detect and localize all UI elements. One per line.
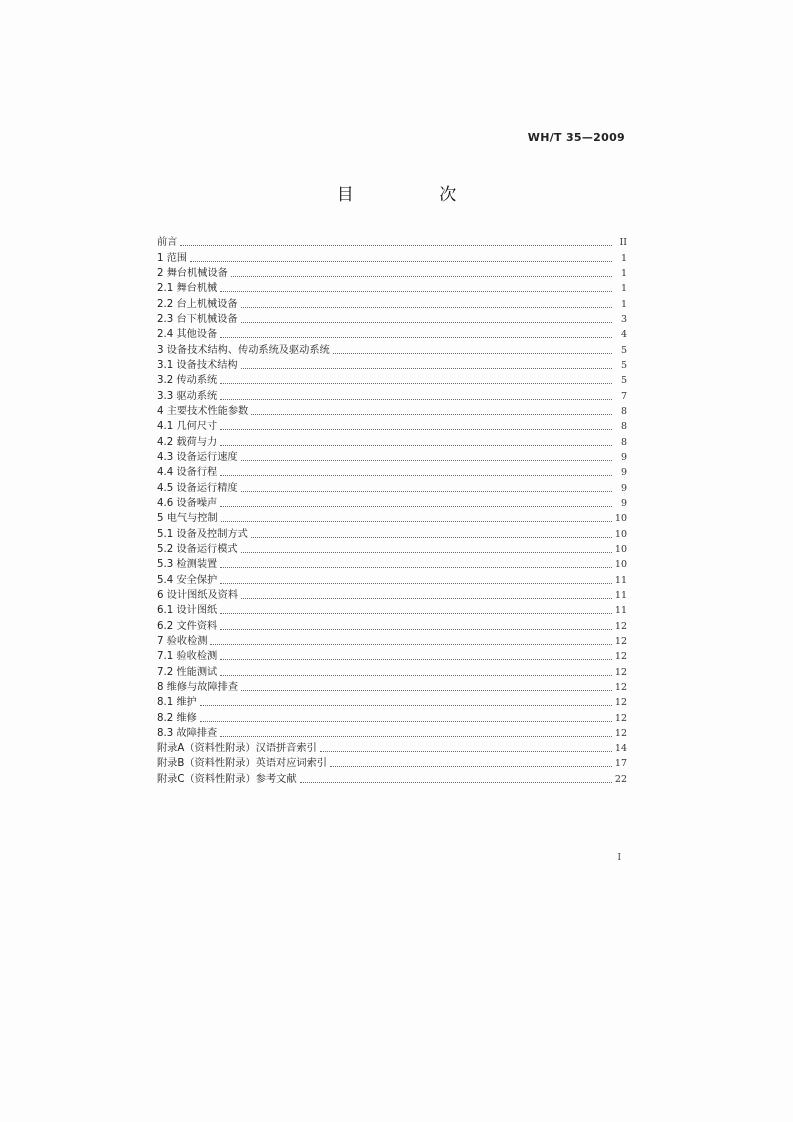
toc-entry[interactable] [157, 663, 627, 678]
toc-entry-page: II [619, 237, 627, 249]
toc-leader-dots [241, 321, 612, 323]
toc-entry-label: 4.2 载荷与力 [157, 436, 218, 448]
toc-leader-dots [333, 352, 612, 354]
toc-entry[interactable] [157, 357, 627, 372]
toc-entry-page: 5 [620, 359, 627, 371]
toc-entry-label: 4.1 几何尺寸 [157, 421, 218, 433]
standard-code: WH/T 35—2009 [527, 131, 625, 144]
toc-entry-label: 5.3 检测装置 [157, 559, 218, 571]
toc-leader-dots [241, 490, 612, 492]
toc-leader-dots [220, 290, 612, 292]
toc-entry[interactable] [157, 341, 627, 356]
toc-entry-page: 8 [620, 405, 627, 417]
toc-entry-page: 8 [620, 436, 627, 448]
toc-entry-label: 5.2 设备运行模式 [157, 543, 238, 555]
toc-entry-page: 17 [614, 758, 627, 770]
toc-entry-label: 8.3 故障排查 [157, 727, 218, 739]
toc-entry-page: 10 [614, 513, 627, 525]
toc-entry-label: 4.4 设备行程 [157, 467, 218, 479]
toc-entry[interactable] [157, 234, 627, 249]
toc-leader-dots [221, 520, 612, 522]
toc-entry-label: 8.1 维护 [157, 697, 197, 709]
toc-entry-page: 22 [614, 773, 627, 785]
toc-leader-dots [320, 750, 612, 752]
toc-entry-label: 8.2 维修 [157, 712, 197, 724]
toc-entry-page: 12 [614, 666, 627, 678]
toc-entry-label: 3 设备技术结构、传动系统及驱动系统 [157, 344, 330, 356]
toc-entry-label: 7.1 验收检测 [157, 651, 218, 663]
toc-entry-page: 10 [614, 543, 627, 555]
toc-entry-label: 8 维修与故障排查 [157, 681, 239, 693]
toc-entry[interactable] [157, 495, 627, 510]
toc-entry-label: 3.2 传动系统 [157, 375, 218, 387]
toc-entry-page: 12 [614, 651, 627, 663]
toc-leader-dots [180, 244, 612, 246]
toc-leader-dots [241, 459, 612, 461]
toc-entry-page: 5 [620, 375, 627, 387]
toc-leader-dots [220, 444, 612, 446]
toc-entry[interactable] [157, 418, 627, 433]
toc-leader-dots [241, 689, 612, 691]
toc-entry[interactable] [157, 694, 627, 709]
toc-entry[interactable] [157, 725, 627, 740]
toc-leader-dots [220, 398, 612, 400]
toc-entry[interactable] [157, 571, 627, 586]
toc-leader-dots [210, 643, 611, 645]
toc-entry-label: 6 设计图纸及资料 [157, 589, 239, 601]
toc-entry[interactable] [157, 464, 627, 479]
toc-leader-dots [241, 551, 612, 553]
toc-entry-page: 14 [614, 743, 627, 755]
toc-leader-dots [220, 628, 612, 630]
toc-entry-label: 2 舞台机械设备 [157, 267, 228, 279]
toc-entry-label: 附录C（资料性附录）参考文献 [157, 773, 297, 785]
toc-entry-page: 11 [614, 605, 627, 617]
toc-entry-page: 1 [620, 267, 627, 279]
toc-entry-page: 10 [614, 528, 627, 540]
toc-entry[interactable] [157, 295, 627, 310]
toc-entry[interactable] [157, 525, 627, 540]
toc-leader-dots [220, 566, 612, 568]
toc-entry-label: 前言 [157, 237, 178, 249]
toc-entry-page: 8 [620, 421, 627, 433]
toc-leader-dots [330, 765, 612, 767]
toc-leader-dots [200, 704, 612, 706]
toc-entry-label: 4.6 设备噪声 [157, 497, 218, 509]
toc-leader-dots [220, 612, 612, 614]
table-of-contents [157, 234, 627, 786]
toc-entry-page: 12 [614, 727, 627, 739]
toc-entry[interactable] [157, 249, 627, 264]
toc-entry[interactable] [157, 587, 627, 602]
toc-entry[interactable] [157, 602, 627, 617]
toc-entry-page: 11 [614, 589, 627, 601]
toc-entry-page: 10 [614, 559, 627, 571]
toc-leader-dots [241, 597, 612, 599]
toc-leader-dots [220, 735, 612, 737]
toc-entry-page: 12 [614, 712, 627, 724]
toc-entry-label: 3.3 驱动系统 [157, 390, 218, 402]
toc-entry[interactable] [157, 709, 627, 724]
page-title: 目 次 [336, 185, 497, 205]
toc-entry[interactable] [157, 403, 627, 418]
toc-leader-dots [220, 505, 612, 507]
toc-entry-label: 6.1 设计图纸 [157, 605, 218, 617]
toc-entry-page: 12 [614, 635, 627, 647]
toc-leader-dots [200, 720, 612, 722]
toc-entry-page: 7 [620, 390, 627, 402]
toc-leader-dots [220, 336, 612, 338]
toc-entry[interactable] [157, 433, 627, 448]
toc-entry[interactable] [157, 648, 627, 663]
toc-entry-label: 2.1 舞台机械 [157, 283, 218, 295]
toc-entry-page: 11 [614, 574, 627, 586]
toc-entry-page: 9 [620, 467, 627, 479]
toc-entry[interactable] [157, 770, 627, 785]
toc-entry-label: 5 电气与控制 [157, 513, 218, 525]
toc-entry-label: 6.2 文件资料 [157, 620, 218, 632]
toc-entry-label: 7.2 性能测试 [157, 666, 218, 678]
toc-entry-page: 3 [620, 313, 627, 325]
toc-entry[interactable] [157, 740, 627, 755]
toc-entry-label: 4.3 设备运行速度 [157, 451, 238, 463]
toc-leader-dots [220, 382, 612, 384]
toc-leader-dots [251, 536, 612, 538]
toc-entry[interactable] [157, 679, 627, 694]
toc-entry[interactable] [157, 755, 627, 770]
toc-entry-page: 9 [620, 482, 627, 494]
toc-leader-dots [300, 781, 612, 783]
toc-entry[interactable] [157, 326, 627, 341]
toc-entry[interactable] [157, 265, 627, 280]
toc-entry-label: 附录B（资料性附录）英语对应词索引 [157, 758, 327, 770]
toc-entry-label: 附录A（资料性附录）汉语拼音索引 [157, 743, 317, 755]
toc-entry-page: 9 [620, 497, 627, 509]
toc-entry[interactable] [157, 280, 627, 295]
toc-leader-dots [190, 260, 612, 262]
toc-entry-label: 5.4 安全保护 [157, 574, 218, 586]
toc-entry[interactable] [157, 541, 627, 556]
toc-leader-dots [241, 306, 612, 308]
toc-entry-page: 1 [620, 298, 627, 310]
toc-entry-label: 4 主要技术性能参数 [157, 405, 249, 417]
toc-entry-page: 1 [620, 283, 627, 295]
toc-entry[interactable] [157, 311, 627, 326]
toc-entry-page: 5 [620, 344, 627, 356]
toc-entry[interactable] [157, 372, 627, 387]
toc-entry-label: 5.1 设备及控制方式 [157, 528, 248, 540]
toc-entry[interactable] [157, 387, 627, 402]
toc-entry[interactable] [157, 617, 627, 632]
toc-leader-dots [220, 674, 612, 676]
toc-leader-dots [241, 367, 612, 369]
toc-leader-dots [220, 474, 612, 476]
toc-entry-page: 12 [614, 620, 627, 632]
toc-entry-label: 3.1 设备技术结构 [157, 359, 238, 371]
toc-entry-label: 2.3 台下机械设备 [157, 313, 238, 325]
toc-entry-label: 2.4 其他设备 [157, 329, 218, 341]
toc-entry-label: 7 验收检测 [157, 635, 208, 647]
toc-entry[interactable] [157, 449, 627, 464]
toc-entry-page: 4 [620, 329, 627, 341]
toc-entry-label: 4.5 设备运行精度 [157, 482, 238, 494]
toc-entry-page: 9 [620, 451, 627, 463]
toc-entry-page: 12 [614, 681, 627, 693]
toc-leader-dots [220, 658, 612, 660]
toc-leader-dots [220, 428, 612, 430]
toc-entry-label: 1 范围 [157, 252, 188, 264]
page-number: I [617, 853, 621, 863]
toc-entry-page: 12 [614, 697, 627, 709]
toc-entry-label: 2.2 台上机械设备 [157, 298, 238, 310]
toc-entry[interactable] [157, 479, 627, 494]
toc-entry[interactable] [157, 633, 627, 648]
toc-entry[interactable] [157, 556, 627, 571]
toc-leader-dots [220, 582, 612, 584]
toc-entry-page: 1 [620, 252, 627, 264]
toc-entry[interactable] [157, 510, 627, 525]
toc-leader-dots [251, 413, 612, 415]
toc-leader-dots [231, 275, 612, 277]
